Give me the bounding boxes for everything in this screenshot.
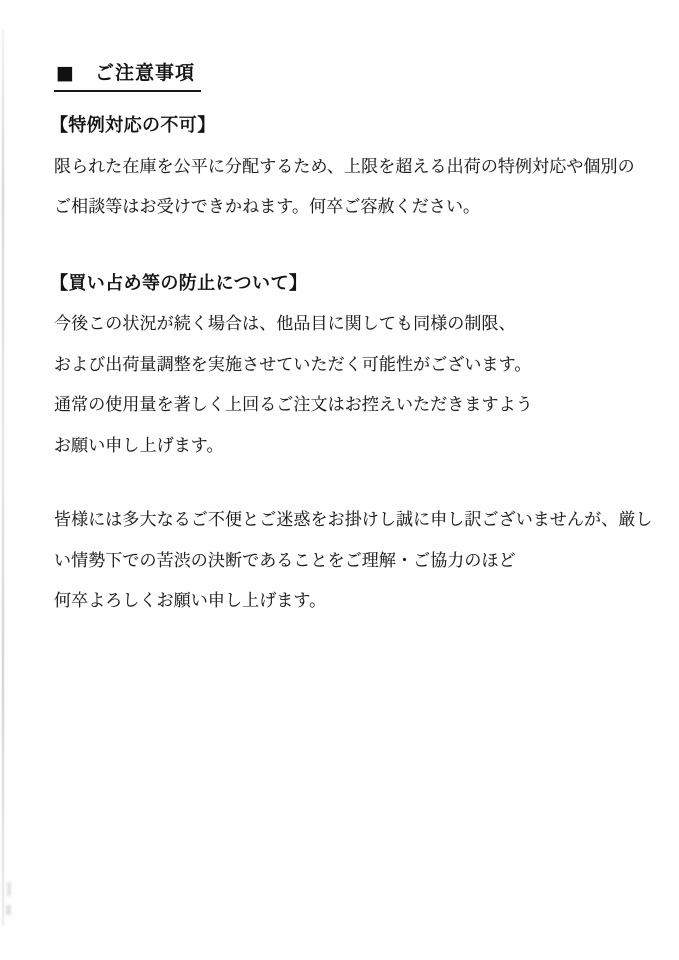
- body-line: 限られた在庫を公平に分配するため、上限を超える出荷の特例対応や個別の: [54, 156, 635, 177]
- body-line: お願い申し上げます。: [54, 435, 224, 456]
- body-line: 何卒よろしくお願い申し上げます。: [54, 591, 327, 611]
- body-line: ご相談等はお受けできかねます。何卒ご容赦ください。: [54, 197, 481, 217]
- section-special-handling: [50, 106, 651, 228]
- section-hoarding-prevention: [50, 264, 651, 467]
- document-heading: ■ ご注意事項: [54, 58, 201, 92]
- body-line: および出荷量調整を実施させていただく可能性がございます。: [54, 354, 532, 375]
- body-line: 皆様には多大なるご不便とご迷惑をお掛けし誠に申し訳ございませんが、厳し: [54, 510, 653, 530]
- section-title: 【買い占め等の防止について】: [50, 272, 308, 294]
- document-content: [50, 58, 653, 622]
- heading-row: [54, 58, 651, 92]
- scanner-edge-artifact: [2, 30, 4, 925]
- body-line: い情勢下での苦渋の決断であることをご理解・ご協力のほど: [54, 550, 516, 571]
- section-closing-remarks: [54, 500, 651, 622]
- body-line: 通常の使用量を著しく上回るご注文はお控えいただきますよう: [54, 395, 533, 415]
- body-line: 今後この状況が続く場合は、他品目に関しても同様の制限、: [54, 314, 516, 334]
- section-title: 【特例対応の不可】: [50, 115, 216, 136]
- scanner-smudge: [6, 905, 11, 915]
- scanner-smudge: [7, 882, 11, 896]
